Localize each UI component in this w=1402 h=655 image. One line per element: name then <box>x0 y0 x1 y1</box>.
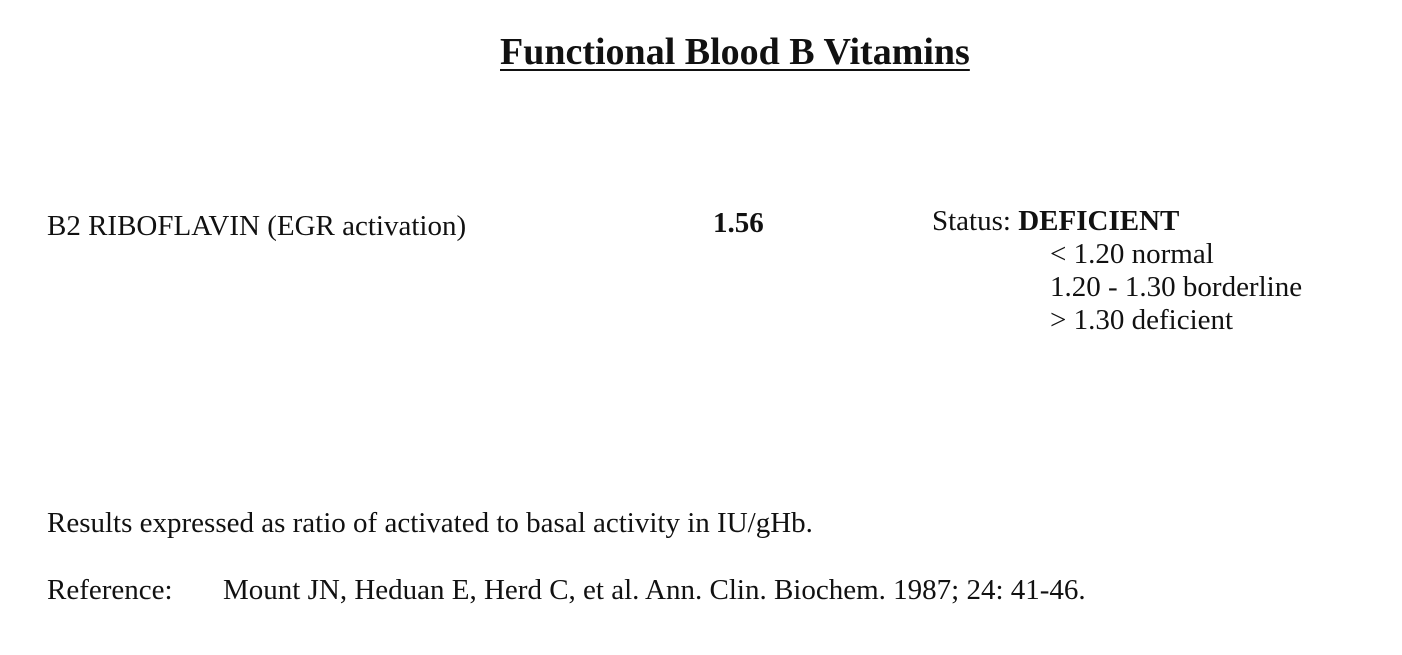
range-borderline: 1.20 - 1.30 borderline <box>1050 271 1303 303</box>
status-label: Status: <box>932 205 1011 237</box>
status-value: DEFICIENT <box>1018 205 1180 237</box>
reference-text: Mount JN, Heduan E, Herd C, et al. Ann. Clin. Biochem. 1987; 24: 41-46. <box>223 574 1086 606</box>
test-name: B2 RIBOFLAVIN (EGR activation) <box>47 210 467 242</box>
reference-citation <box>47 574 1086 607</box>
range-deficient: > 1.30 deficient <box>1050 304 1234 336</box>
status-line <box>932 205 1179 238</box>
test-result-value: 1.56 <box>713 207 764 239</box>
range-normal: < 1.20 normal <box>1050 238 1214 270</box>
page-title: Functional Blood B Vitamins <box>500 31 970 73</box>
reference-label: Reference: <box>47 574 173 606</box>
reference-ranges <box>1050 238 1302 337</box>
results-note: Results expressed as ratio of activated to basal activity in IU/gHb. <box>47 507 813 539</box>
